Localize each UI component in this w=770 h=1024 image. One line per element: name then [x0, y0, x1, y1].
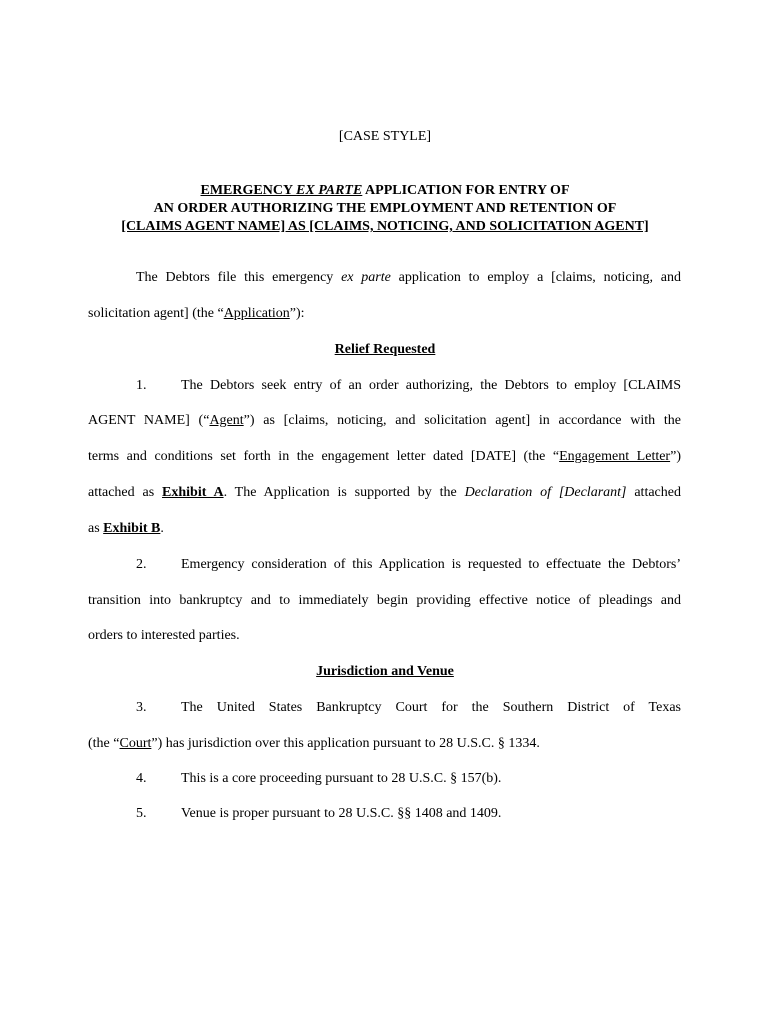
p1-text: AGENT NAME] (“ — [88, 413, 210, 428]
defined-term-agent: Agent — [209, 413, 244, 428]
p2-line-3: orders to interested parties. — [88, 628, 240, 643]
p1-text: . The Application is supported by the — [223, 485, 465, 500]
p1-text: ”) as [claims, noticing, and solicitation agent] in accordance with the — [243, 413, 681, 428]
document-title-line-1 — [0, 183, 770, 199]
p1-line-4 — [88, 485, 681, 501]
p1-text: attached — [626, 485, 681, 500]
paragraph-number: 4. — [136, 771, 147, 786]
p2-line-1: Emergency consideration of this Application is requested to effectuate the Debtors’ — [181, 557, 681, 572]
intro-text: solicitation agent] (the “ — [88, 306, 224, 321]
p2-line-2: transition into bankruptcy and to immediately begin providing effective notice of pleadings and — [88, 593, 681, 608]
declaration-reference: Declaration of [Declarant] — [464, 485, 627, 500]
title-application: APPLICATION FOR ENTRY OF — [362, 183, 570, 198]
defined-term-engagement-letter: Engagement Letter — [559, 449, 671, 464]
p1-text: attached as — [88, 485, 163, 500]
intro-text: ”): — [289, 306, 305, 321]
p3-text: ”) has jurisdiction over this application pursuant to 28 U.S.C. § 1334. — [151, 736, 540, 751]
p1-line-3 — [88, 449, 681, 465]
p3-text: (the “ — [88, 736, 120, 751]
title-emergency: EMERGENCY — [200, 183, 297, 198]
title-ex-parte: EX PARTE — [296, 183, 363, 198]
defined-term-court: Court — [119, 736, 152, 751]
heading-jurisdiction-and-venue: Jurisdiction and Venue — [316, 664, 454, 679]
paragraph-number: 1. — [136, 378, 147, 393]
paragraph-number: 5. — [136, 806, 147, 821]
document-title-line-3: [CLAIMS AGENT NAME] AS [CLAIMS, NOTICING, AND SOLICITATION AGENT] — [121, 219, 649, 234]
paragraph-number: 2. — [136, 557, 147, 572]
document-title-line-2: AN ORDER AUTHORIZING THE EMPLOYMENT AND RETENTION OF — [153, 201, 617, 216]
exhibit-b-reference: Exhibit B — [103, 521, 161, 536]
intro-text: The Debtors file this emergency — [136, 270, 342, 285]
heading-relief-requested: Relief Requested — [334, 342, 436, 357]
intro-line-1 — [136, 270, 681, 286]
intro-text: application to employ a [claims, noticing, and — [390, 270, 681, 285]
p5-line-1: Venue is proper pursuant to 28 U.S.C. §§ 1408 and 1409. — [181, 806, 502, 821]
p1-text: ”) — [670, 449, 681, 464]
p1-text: as — [88, 521, 104, 536]
paragraph-number: 3. — [136, 700, 147, 715]
p1-line-1: The Debtors seek entry of an order authorizing, the Debtors to employ [CLAIMS — [181, 378, 681, 393]
p1-text: . — [160, 521, 164, 536]
p3-line-2 — [88, 736, 540, 752]
p1-text: terms and conditions set forth in the engagement letter dated [DATE] (the “ — [88, 449, 560, 464]
p4-line-1: This is a core proceeding pursuant to 28 U.S.C. § 157(b). — [181, 771, 502, 786]
p1-line-5 — [88, 521, 164, 537]
defined-term-application: Application — [223, 306, 290, 321]
intro-ex-parte: ex parte — [341, 270, 391, 285]
case-style: [CASE STYLE] — [338, 129, 432, 144]
intro-line-2 — [88, 306, 305, 322]
exhibit-a-reference: Exhibit A — [162, 485, 224, 500]
p3-line-1: The United States Bankruptcy Court for the Southern District of Texas — [181, 700, 681, 715]
p1-line-2 — [88, 413, 681, 429]
